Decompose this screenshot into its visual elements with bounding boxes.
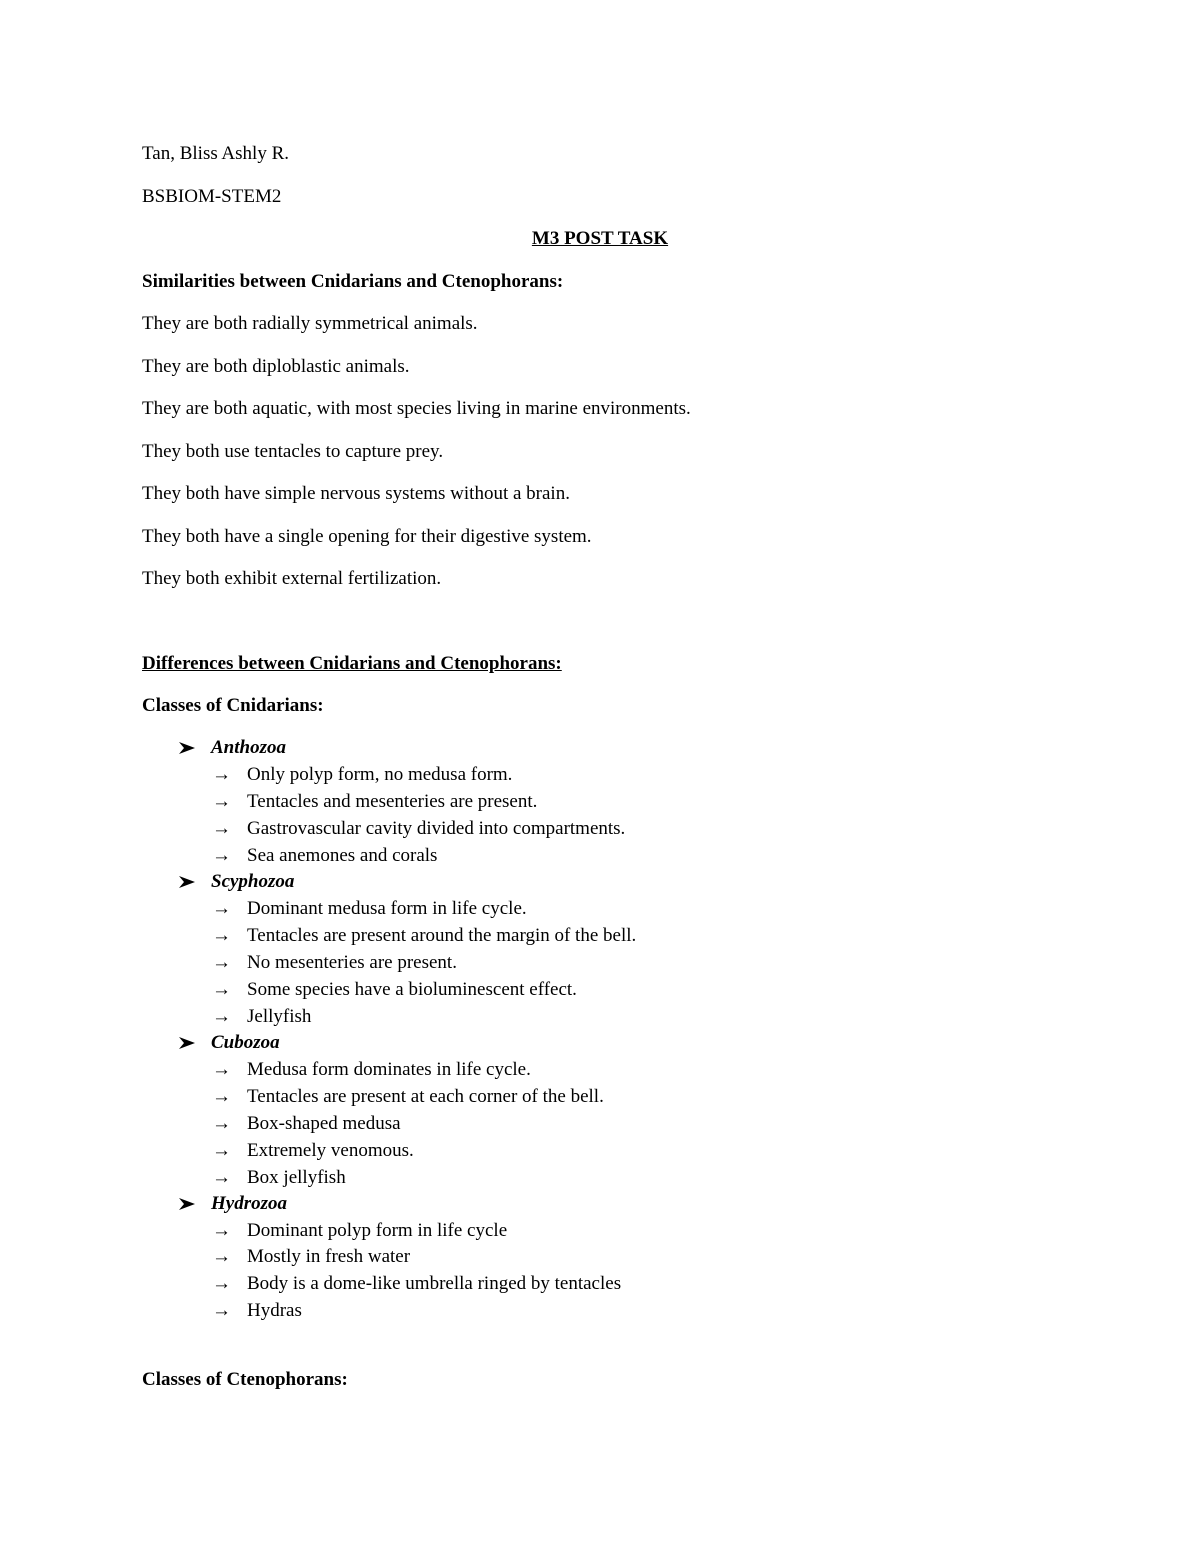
class-point: [212, 951, 457, 975]
right-arrow-icon: →: [212, 818, 231, 839]
right-arrow-icon: →: [212, 1086, 231, 1107]
right-arrow-icon: →: [212, 925, 231, 946]
class-point-text: Medusa form dominates in life cycle.: [247, 1059, 531, 1080]
similarity-item: They both have a single opening for their digestive system.: [142, 526, 592, 547]
class-item-anthozoa: [176, 736, 286, 760]
class-point: [212, 1299, 302, 1323]
similarity-item: They are both radially symmetrical animals.: [142, 313, 478, 334]
class-name: Anthozoa: [211, 737, 286, 758]
page-title: M3 POST TASK: [531, 228, 669, 249]
right-arrow-icon: →: [212, 1113, 231, 1134]
arrowhead-bullet-icon: [176, 1031, 211, 1055]
similarity-item: They both use tentacles to capture prey.: [142, 441, 444, 462]
similarity-item: They are both aquatic, with most species living in marine environments.: [142, 398, 691, 419]
class-point-text: Tentacles are present around the margin of the bell.: [247, 925, 637, 946]
right-arrow-icon: →: [212, 979, 231, 1000]
right-arrow-icon: →: [212, 1300, 231, 1321]
class-name: Hydrozoa: [211, 1193, 287, 1214]
class-item-hydrozoa: [176, 1192, 287, 1216]
ctenophoran-classes-heading: Classes of Ctenophorans:: [142, 1369, 348, 1390]
class-point-text: Only polyp form, no medusa form.: [247, 764, 513, 785]
right-arrow-icon: →: [212, 1140, 231, 1161]
section-code: BSBIOM-STEM2: [142, 186, 282, 207]
class-point: [212, 897, 527, 921]
class-point: [212, 1272, 621, 1296]
class-point-text: Sea anemones and corals: [247, 845, 438, 866]
class-point: [212, 1245, 410, 1269]
right-arrow-icon: →: [212, 1167, 231, 1188]
class-point: [212, 1058, 531, 1082]
student-name: Tan, Bliss Ashly R.: [142, 143, 289, 164]
class-point-text: Box jellyfish: [247, 1167, 346, 1188]
similarity-item: They both exhibit external fertilization.: [142, 568, 442, 589]
class-name: Scyphozoa: [211, 871, 295, 892]
class-point: [212, 763, 512, 787]
arrowhead-bullet-icon: [176, 736, 211, 760]
class-item-scyphozoa: [176, 870, 294, 894]
class-point-text: No mesenteries are present.: [247, 952, 457, 973]
class-point-text: Body is a dome-like umbrella ringed by tentacles: [247, 1273, 622, 1294]
class-point-text: Dominant medusa form in life cycle.: [247, 898, 527, 919]
right-arrow-icon: →: [212, 898, 231, 919]
class-point: [212, 1166, 346, 1190]
class-point: [212, 844, 437, 868]
class-point: [212, 817, 625, 841]
class-point: [212, 1005, 311, 1029]
similarities-heading: Similarities between Cnidarians and Ctenophorans:: [142, 271, 564, 292]
right-arrow-icon: →: [212, 791, 231, 812]
class-point: [212, 978, 577, 1002]
class-point-text: Mostly in fresh water: [247, 1246, 411, 1267]
class-point: [212, 1219, 507, 1243]
class-point-text: Extremely venomous.: [247, 1140, 414, 1161]
class-point: [212, 1085, 604, 1109]
class-name: Cubozoa: [211, 1032, 280, 1053]
arrowhead-bullet-icon: [176, 1192, 211, 1216]
class-point: [212, 790, 537, 814]
right-arrow-icon: →: [212, 845, 231, 866]
right-arrow-icon: →: [212, 1059, 231, 1080]
class-point: [212, 1112, 401, 1136]
right-arrow-icon: →: [212, 764, 231, 785]
class-point-text: Dominant polyp form in life cycle: [247, 1220, 508, 1241]
right-arrow-icon: →: [212, 1246, 231, 1267]
right-arrow-icon: →: [212, 952, 231, 973]
right-arrow-icon: →: [212, 1006, 231, 1027]
cnidarian-classes-heading: Classes of Cnidarians:: [142, 695, 324, 716]
class-point-text: Box-shaped medusa: [247, 1113, 401, 1134]
arrowhead-bullet-icon: [176, 870, 211, 894]
right-arrow-icon: →: [212, 1273, 231, 1294]
similarity-item: They are both diploblastic animals.: [142, 356, 410, 377]
class-point-text: Some species have a bioluminescent effect.: [247, 979, 577, 1000]
similarity-item: They both have simple nervous systems without a brain.: [142, 483, 570, 504]
class-point-text: Tentacles are present at each corner of the bell.: [247, 1086, 604, 1107]
class-point-text: Hydras: [247, 1300, 302, 1321]
class-point-text: Jellyfish: [247, 1006, 312, 1027]
differences-heading: Differences between Cnidarians and Ctenophorans:: [142, 653, 562, 674]
class-point-text: Tentacles and mesenteries are present.: [247, 791, 538, 812]
class-point-text: Gastrovascular cavity divided into compartments.: [247, 818, 626, 839]
class-point: [212, 924, 636, 948]
class-item-cubozoa: [176, 1031, 280, 1055]
right-arrow-icon: →: [212, 1220, 231, 1241]
class-point: [212, 1139, 414, 1163]
